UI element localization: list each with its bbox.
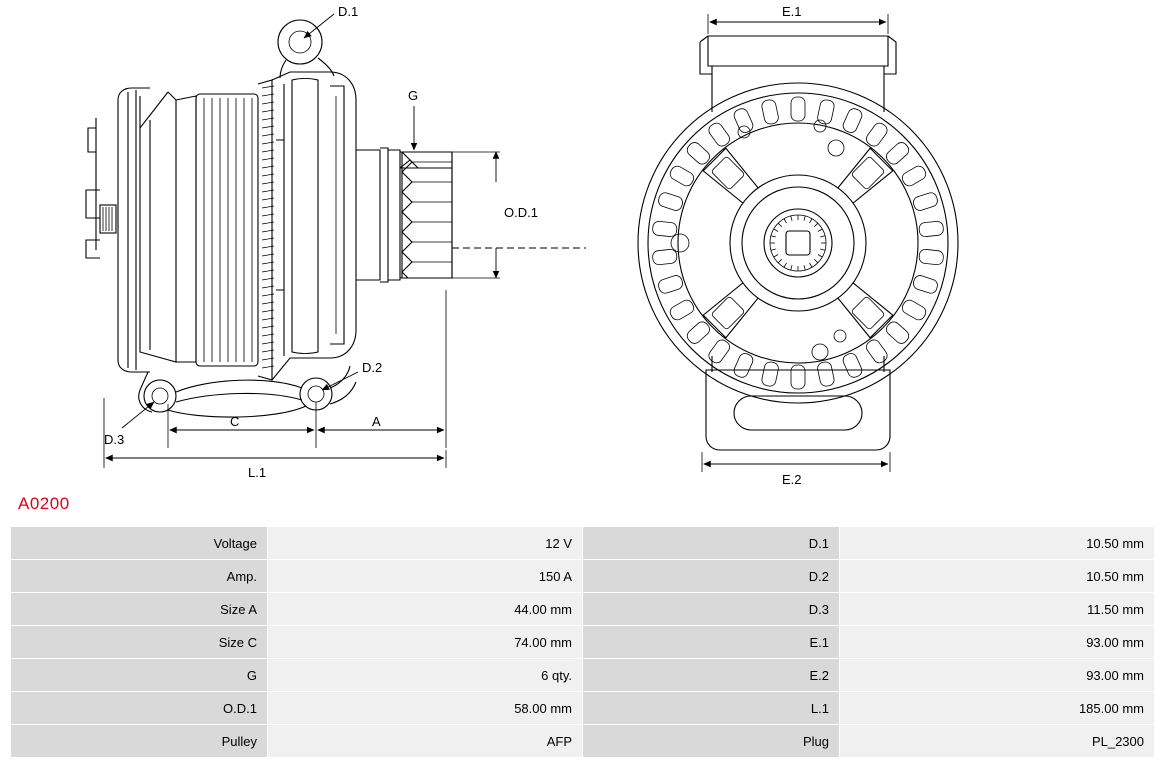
row-value-right: 11.50 mm <box>840 593 1155 626</box>
row-label-left: Pulley <box>11 725 268 758</box>
row-value-right: 93.00 mm <box>840 659 1155 692</box>
side-view <box>86 4 586 480</box>
row-value-right: 93.00 mm <box>840 626 1155 659</box>
callout-e1-label: E.1 <box>782 4 802 19</box>
row-value-left: 44.00 mm <box>268 593 583 626</box>
row-value-right: PL_2300 <box>840 725 1155 758</box>
row-label-left: Amp. <box>11 560 268 593</box>
row-value-left: 74.00 mm <box>268 626 583 659</box>
row-value-left: 58.00 mm <box>268 692 583 725</box>
table-row <box>11 692 1155 725</box>
row-value-left: 150 A <box>268 560 583 593</box>
table-row <box>11 527 1155 560</box>
row-label-right: Plug <box>583 725 840 758</box>
table-row <box>11 659 1155 692</box>
callout-d2-label: D.2 <box>362 360 383 375</box>
row-value-left: 6 qty. <box>268 659 583 692</box>
callout-od1-label: O.D.1 <box>504 205 538 220</box>
row-value-left: 12 V <box>268 527 583 560</box>
row-label-left: Size C <box>11 626 268 659</box>
row-value-right: 185.00 mm <box>840 692 1155 725</box>
callout-c-label: C <box>230 414 240 429</box>
row-value-left: AFP <box>268 725 583 758</box>
row-label-right: L.1 <box>583 692 840 725</box>
table-row <box>11 560 1155 593</box>
callout-e2-label: E.2 <box>782 472 802 487</box>
row-label-left: O.D.1 <box>11 692 268 725</box>
callout-d3-label: D.3 <box>104 432 125 447</box>
callout-l1-label: L.1 <box>248 465 267 480</box>
table-row <box>11 593 1155 626</box>
front-view <box>638 4 958 487</box>
callout-g-label: G <box>408 88 419 103</box>
specification-table <box>10 526 1155 758</box>
row-label-right: D.2 <box>583 560 840 593</box>
part-code: A0200 <box>18 494 70 513</box>
row-value-right: 10.50 mm <box>840 560 1155 593</box>
table-row <box>11 725 1155 758</box>
callout-a-label: A <box>372 414 381 429</box>
callout-d1-label: D.1 <box>338 4 359 19</box>
row-label-left: G <box>11 659 268 692</box>
table-row <box>11 626 1155 659</box>
row-value-right: 10.50 mm <box>840 527 1155 560</box>
row-label-left: Voltage <box>11 527 268 560</box>
row-label-right: E.2 <box>583 659 840 692</box>
row-label-right: D.3 <box>583 593 840 626</box>
row-label-right: E.1 <box>583 626 840 659</box>
row-label-right: D.1 <box>583 527 840 560</box>
row-label-left: Size A <box>11 593 268 626</box>
